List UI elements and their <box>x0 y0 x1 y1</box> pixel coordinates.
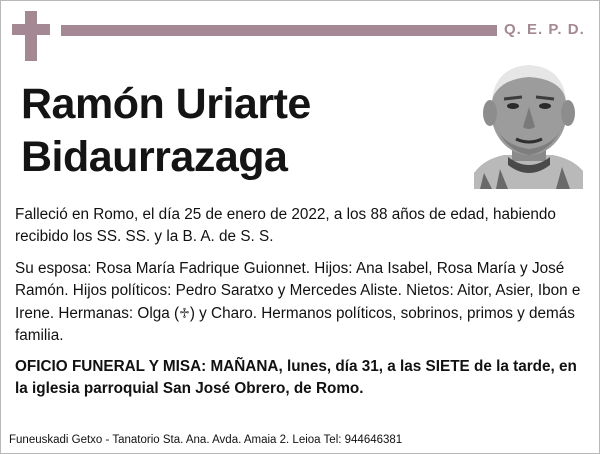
qepd-label: Q. E. P. D. <box>504 21 585 38</box>
deceased-cross-symbol: ♱ <box>179 305 190 321</box>
cross-icon-arm <box>12 24 50 35</box>
funeral-home-footer: Funeuskadi Getxo - Tanatorio Sta. Ana. Avda. Amaia 2. Leioa Tel: 944646381 <box>9 434 403 446</box>
deceased-name-line1: Ramón Uriarte <box>21 80 311 128</box>
funeral-paragraph: OFICIO FUNERAL Y MISA: MAÑANA, lunes, día 31, a las SIETE de la tarde, en la iglesia parroquial San José Obrero, de Romo. <box>15 358 577 397</box>
deceased-name <box>21 78 311 184</box>
death-notice-paragraph: Falleció en Romo, el día 25 de enero de 2022, a los 88 años de edad, habiendo recibido los SS. SS. y la B. A. de S. S. <box>15 206 556 245</box>
header-rule <box>61 25 497 36</box>
family-text-part2: ) y Charo. Hermanos políticos, sobrinos, primos y demás familia. <box>15 305 575 344</box>
deceased-portrait <box>474 61 583 189</box>
cross-icon <box>25 11 37 61</box>
family-paragraph <box>15 258 587 347</box>
family-text-part1: Su esposa: Rosa María Fadrique Guionnet. Hijos: Ana Isabel, Rosa María y José Ramón. Hijos políticos: Pedro Saratxo y Mercedes Aliste. Nietos: Aitor, Asier, Ibon e Irene. Hermanas: Olga ( <box>15 260 581 322</box>
deceased-name-line2: Bidaurrazaga <box>21 133 288 181</box>
